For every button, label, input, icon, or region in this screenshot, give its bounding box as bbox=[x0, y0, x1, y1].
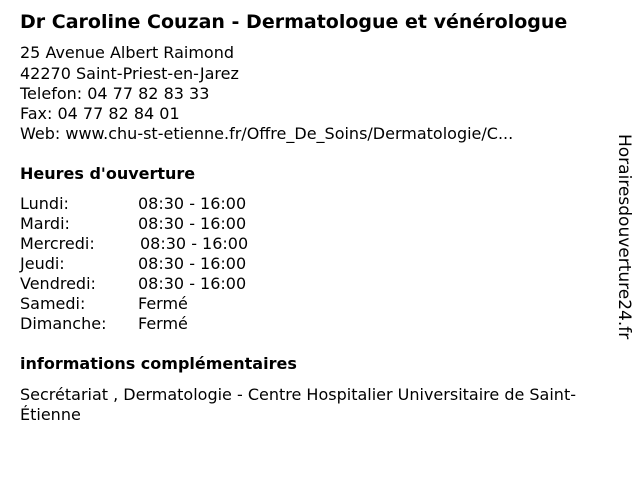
hours-row-monday bbox=[20, 194, 320, 214]
hours-value: Fermé bbox=[138, 294, 188, 313]
hours-value: 08:30 - 16:00 bbox=[138, 274, 247, 293]
hours-value: 08:30 - 16:00 bbox=[138, 214, 247, 233]
hours-row-wednesday bbox=[20, 234, 320, 254]
watermark-text: Horairesdouverture24.fr bbox=[614, 134, 634, 340]
fax-number: Fax: 04 77 82 84 01 bbox=[20, 104, 180, 123]
hours-row-thursday bbox=[20, 254, 320, 274]
opening-hours-heading: Heures d'ouverture bbox=[20, 164, 196, 183]
hours-row-sunday bbox=[20, 314, 320, 334]
address-city: 42270 Saint-Priest-en-Jarez bbox=[20, 64, 239, 83]
phone-number: Telefon: 04 77 82 83 33 bbox=[20, 84, 210, 103]
watermark bbox=[612, 134, 634, 346]
day-label: Mercredi: bbox=[20, 234, 95, 253]
hours-row-saturday bbox=[20, 294, 320, 314]
day-label: Mardi: bbox=[20, 214, 70, 233]
day-label: Jeudi: bbox=[20, 254, 65, 273]
hours-value: 08:30 - 16:00 bbox=[140, 234, 249, 253]
details-heading: informations complémentaires bbox=[20, 354, 297, 373]
day-label: Dimanche: bbox=[20, 314, 107, 333]
day-label: Samedi: bbox=[20, 294, 86, 313]
hours-row-friday bbox=[20, 274, 320, 294]
page-title: Dr Caroline Couzan - Dermatologue et vénérologue bbox=[20, 11, 568, 33]
hours-value: 08:30 - 16:00 bbox=[138, 254, 247, 273]
website-link[interactable]: Web: www.chu-st-etienne.fr/Offre_De_Soins/Dermatologie/C... bbox=[20, 124, 514, 143]
address-street: 25 Avenue Albert Raimond bbox=[20, 43, 234, 62]
hours-value: Fermé bbox=[138, 314, 188, 333]
day-label: Vendredi: bbox=[20, 274, 96, 293]
hours-value: 08:30 - 16:00 bbox=[138, 194, 247, 213]
hours-row-tuesday bbox=[20, 214, 320, 234]
day-label: Lundi: bbox=[20, 194, 69, 213]
details-text: Secrétariat , Dermatologie - Centre Hospitalier Universitaire de Saint-Étienne bbox=[20, 385, 576, 424]
